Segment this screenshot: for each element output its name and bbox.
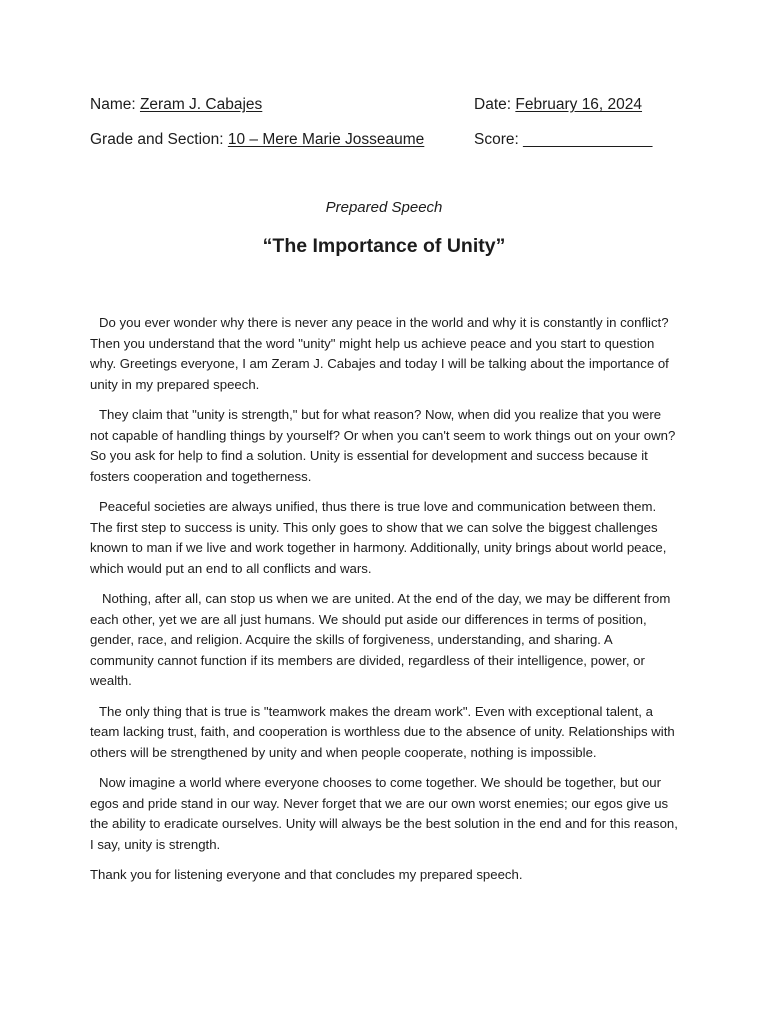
score-line (474, 130, 652, 150)
date-line (474, 95, 642, 115)
closing-line: Thank you for listening everyone and that concludes my prepared speech. (90, 867, 523, 882)
date-label: Date: (474, 96, 516, 113)
paragraph-5: The only thing that is true is "teamwork makes the dream work". Even with exceptional talent, a team lacking trust, faith, and cooperation is worthless due to the absence of unity. Relationships with others will be strengthened by unity and when people cooperate, nothing is impossible. (90, 703, 675, 760)
paragraph-6: Now imagine a world where everyone chooses to come together. We should be together, but our egos and pride stand in our way. Never forget that we are our own worst enemies; our egos give us the ability to eradicate ourselves. Unity will always be the best solution in the end and for this reason, I say, unity is strength. (90, 775, 678, 852)
paragraph-3: Peaceful societies are always unified, thus there is true love and communication between them. The first step to success is unity. This only goes to show that we can solve the biggest challenges known to man if we live and work together in harmony. Additionally, unity brings about world peace, which would put an end to all conflicts and wars. (90, 499, 667, 576)
document-subtitle: Prepared Speech (325, 199, 443, 216)
grade-value: 10 – Mere Marie Josseaume (227, 131, 425, 148)
speech-body (90, 313, 678, 896)
score-label: Score: (474, 131, 524, 148)
name-label: Name: (90, 96, 140, 113)
paragraph-2: They claim that "unity is strength," but for what reason? Now, when did you realize that you were not capable of handling things by yourself? Or when you can't seem to work things out on your own? So you ask for help to find a solution. Unity is essential for development and success because it fosters cooperation and togetherness. (90, 407, 676, 484)
grade-label: Grade and Section: (90, 131, 228, 148)
paragraph-4: Nothing, after all, can stop us when we are united. At the end of the day, we may be different from each other, yet we are all just humans. We should put aside our differences in terms of position, gender, race, and religion. Acquire the skills of forgiveness, understanding, and sharing. A community cannot function if its members are divided, regardless of their intelligence, power, or wealth. (90, 591, 671, 688)
score-value: _______________ (523, 131, 653, 148)
date-value: February 16, 2024 (515, 96, 643, 113)
paragraph-1: Do you ever wonder why there is never any peace in the world and why it is constantly in conflict? Then you understand that the word "unity" might help us achieve peace and you start to question why. Greetings everyone, I am Zeram J. Cabajes and today I will be talking about the importance of unity in my prepared speech. (90, 315, 669, 392)
name-value: Zeram J. Cabajes (139, 96, 263, 113)
grade-line (90, 130, 424, 150)
name-line (90, 95, 262, 115)
document-title: “The Importance of Unity” (262, 235, 506, 257)
